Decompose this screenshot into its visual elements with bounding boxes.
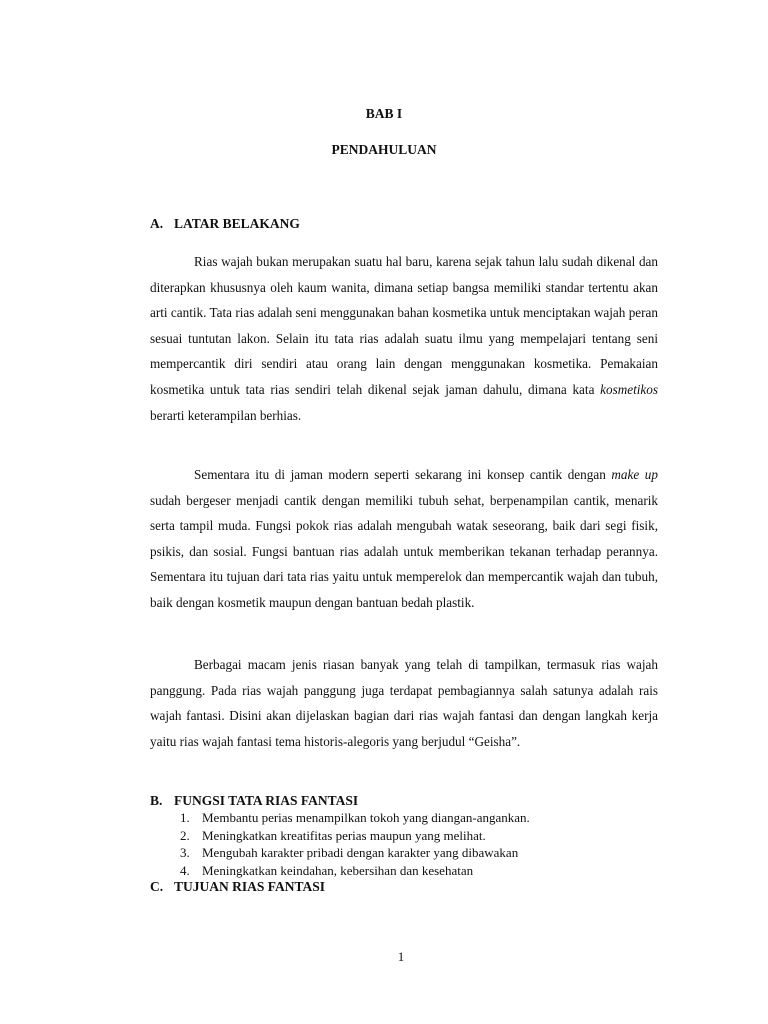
- paragraph-2-text: Sementara itu di jaman modern seperti sekarang ini konsep cantik dengan: [194, 467, 612, 482]
- list-item: [180, 844, 530, 862]
- page-number: 1: [397, 949, 405, 964]
- section-a-title: LATAR BELAKANG: [174, 216, 300, 231]
- section-c-title: TUJUAN RIAS FANTASI: [174, 879, 326, 894]
- paragraph-3: [150, 652, 658, 754]
- section-c-letter: C.: [150, 879, 164, 894]
- chapter-number: BAB I: [365, 106, 403, 121]
- paragraph-1-italic: kosmetikos: [600, 381, 658, 397]
- section-c-heading: [150, 879, 325, 895]
- section-a-heading: [150, 216, 300, 232]
- section-b-title: FUNGSI TATA RIAS FANTASI: [174, 793, 359, 808]
- list-item-number: 3.: [180, 845, 190, 860]
- paragraph-3-text: Berbagai macam jenis riasan banyak yang telah di tampilkan, termasuk rias wajah panggung. Pada rias wajah panggung juga terdapat pembagiannya salah satunya adalah rais wajah fantasi. Disini akan dijelaskan bagian dari rias wajah fantasi dan dengan langkah kerja yaitu rias wajah fantasi tema historis-alegoris yang berjudul “Geisha”.: [150, 657, 658, 749]
- function-list: [180, 809, 530, 879]
- paragraph-2-italic: make up: [611, 467, 658, 482]
- list-item-text: Meningkatkan keindahan, kebersihan dan kesehatan: [202, 862, 474, 878]
- list-item-number: 4.: [180, 862, 190, 878]
- paragraph-1-text-end: berarti keterampilan berhias.: [150, 407, 302, 423]
- paragraph-2-text-end: sudah bergeser menjadi cantik dengan memiliki tubuh sehat, berpenampilan cantik, menarik serta tampil muda. Fungsi pokok rias adalah mengubah watak seseorang, baik dari segi fisik, psikis, dan sosial. Fungsi bantuan rias adalah untuk memberikan tekanan terhadap perannya. Sementara itu tujuan dari tata rias yaitu untuk memperelok dan mempercantik wajah dan tubuh, baik dengan kosmetik maupun dengan bantuan bedah plastik.: [150, 492, 658, 610]
- list-item-number: 2.: [180, 827, 190, 843]
- section-b-heading: [150, 793, 358, 809]
- list-item: [180, 862, 530, 880]
- list-item-text: Membantu perias menampilkan tokoh yang diangan-angankan.: [202, 810, 530, 825]
- list-item: [180, 827, 530, 845]
- paragraph-2: [150, 462, 658, 616]
- section-b-letter: B.: [150, 793, 163, 808]
- list-item-number: 1.: [180, 810, 190, 825]
- paragraph-1: [150, 249, 658, 428]
- section-a-letter: A.: [150, 216, 164, 231]
- list-item: [180, 809, 530, 827]
- paragraph-1-text: Rias wajah bukan merupakan suatu hal baru, karena sejak tahun lalu sudah dikenal dan diterapkan khususnya oleh kaum wanita, dimana setiap bangsa memiliki standar tertentu akan arti cantik. Tata rias adalah seni menggunakan bahan kosmetika untuk menciptakan wajah peran sesuai tuntutan lakon. Selain itu tata rias adalah suatu ilmu yang mempelajari tentang seni mempercantik diri sendiri atau orang lain dengan menggunakan kosmetika. Pemakaian kosmetika untuk tata rias sendiri telah dikenal sejak jaman dahulu, dimana kata: [150, 254, 658, 397]
- chapter-title: PENDAHULUAN: [331, 142, 437, 157]
- list-item-text: Mengubah karakter pribadi dengan karakter yang dibawakan: [202, 845, 519, 860]
- list-item-text: Meningkatkan kreatifitas perias maupun yang melihat.: [202, 827, 486, 843]
